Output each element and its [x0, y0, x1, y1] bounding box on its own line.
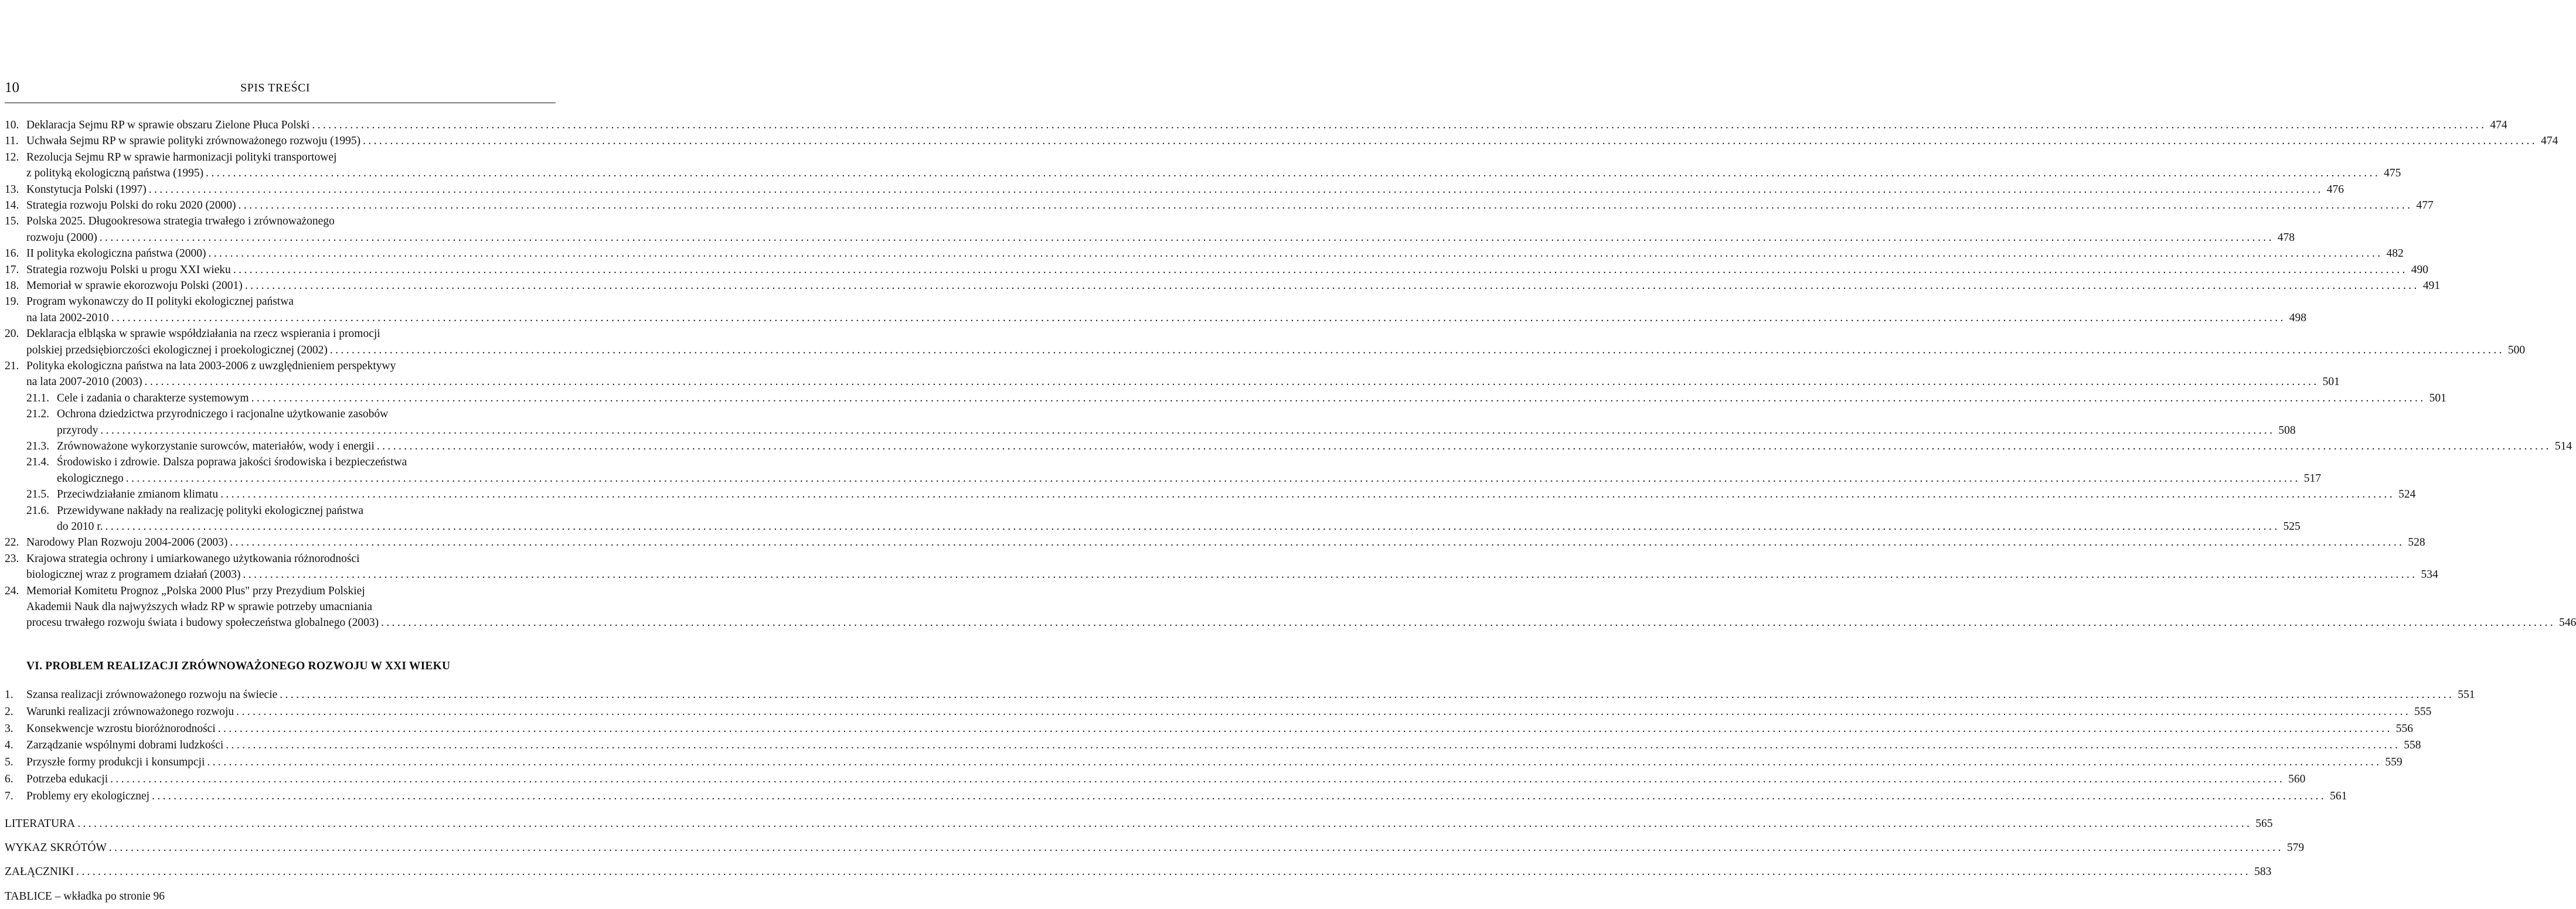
- entry-number: 3.: [5, 722, 13, 735]
- dot-leader: ................................................................................................................................................................................................................................................................................................................................................................................................................: [233, 263, 2408, 276]
- entry-page-number: 482: [2386, 247, 2404, 260]
- dot-leader: ................................................................................................................................................................................................................................................................................................................................................................................................................: [207, 756, 2382, 769]
- entry-title: Strategia rozwoju Polski do roku 2020 (2000): [26, 199, 236, 212]
- dot-leader: ................................................................................................................................................................................................................................................................................................................................................................................................................: [77, 818, 2252, 830]
- dot-leader: ................................................................................................................................................................................................................................................................................................................................................................................................................: [230, 536, 2405, 549]
- entry-title: Memoriał Komitetu Prognoz „Polska 2000 Plus" przy Prezydium Polskiej: [26, 584, 365, 597]
- entry-title: Konsekwencje wzrostu bioróżnorodności: [26, 722, 216, 735]
- dot-leader: ................................................................................................................................................................................................................................................................................................................................................................................................................: [226, 739, 2401, 752]
- toc-entry: [26, 599, 557, 615]
- dot-leader: ................................................................................................................................................................................................................................................................................................................................................................................................................: [208, 247, 2383, 260]
- entry-title: ekologicznego: [57, 472, 124, 485]
- entry-number: 6.: [5, 773, 13, 785]
- entry-number: 4.: [5, 739, 13, 752]
- entry-title: Narodowy Plan Rozwoju 2004-2006 (2003): [26, 536, 228, 549]
- entry-title: Środowisko i zdrowie. Dalsza poprawa jakości środowiska i bezpieczeństwa: [57, 456, 407, 469]
- dot-leader: ................................................................................................................................................................................................................................................................................................................................................................................................................: [125, 472, 2301, 485]
- toc-entry: [57, 423, 2296, 438]
- entry-number: 1.: [5, 689, 13, 701]
- entry-number: 2.: [5, 705, 13, 718]
- entry-title: Zarządzanie wspólnymi dobrami ludzkości: [26, 739, 224, 752]
- entry-title: Deklaracja elbląska w sprawie współdziałania na rzecz wspierania i promocji: [26, 328, 380, 341]
- toc-entry: [26, 438, 2572, 454]
- section-vi-item: [5, 721, 2413, 737]
- entry-title: Polityka ekologiczna państwa na lata 2003-2006 z uwzględnieniem perspektywy: [26, 360, 396, 372]
- entry-title: biologicznej wraz z programem działań (2003): [26, 568, 241, 581]
- entry-page-number: 559: [2385, 756, 2403, 769]
- entry-number: 21.: [5, 360, 19, 372]
- entry-number: 21.2.: [26, 408, 49, 421]
- entry-title: Akademii Nauk dla najwyższych władz RP w sprawie potrzeby umacniania: [26, 601, 373, 613]
- entry-page-number: 560: [2288, 773, 2306, 785]
- section-vi-item: [5, 771, 2306, 787]
- entry-title: Uchwała Sejmu RP w sprawie polityki zrównoważonego rozwoju (1995): [26, 135, 361, 148]
- toc-entry: [26, 165, 2401, 181]
- entry-number: 18.: [5, 280, 19, 292]
- entry-title: Szansa realizacji zrównoważonego rozwoju na świecie: [26, 689, 278, 701]
- entry-page-number: 561: [2330, 789, 2347, 802]
- entry-title: procesu trwałego rozwoju świata i budowy społeczeństwa globalnego (2003): [26, 617, 379, 629]
- entry-page-number: 579: [2286, 842, 2305, 854]
- dot-leader: ................................................................................................................................................................................................................................................................................................................................................................................................................: [244, 280, 2420, 292]
- toc-entry: [5, 551, 557, 567]
- toc-entry: [5, 534, 2425, 550]
- entry-page-number: 528: [2408, 536, 2425, 549]
- entry-title: na lata 2002-2010: [26, 311, 109, 324]
- toc-entry: [26, 342, 2526, 358]
- entry-number: 21.6.: [26, 504, 49, 517]
- entry-number: 17.: [5, 263, 19, 276]
- back-matter-entry: [5, 816, 2273, 832]
- entry-title: Potrzeba edukacji: [26, 773, 108, 785]
- entry-title: Strategia rozwoju Polski u progu XXI wieku: [26, 263, 231, 276]
- entry-number: 22.: [5, 536, 19, 549]
- entry-title: Ochrona dziedzictwa przyrodniczego i racjonalne użytkowanie zasobów: [57, 408, 389, 421]
- toc-entry: [26, 374, 2340, 390]
- entry-page-number: 556: [2395, 722, 2413, 735]
- page-number: 10: [5, 80, 19, 96]
- entry-title: Rezolucja Sejmu RP w sprawie harmonizacji polityki transportowej: [26, 151, 337, 164]
- dot-leader: ................................................................................................................................................................................................................................................................................................................................................................................................................: [363, 135, 2538, 148]
- dot-leader: ................................................................................................................................................................................................................................................................................................................................................................................................................: [206, 167, 2381, 180]
- dot-leader: ................................................................................................................................................................................................................................................................................................................................................................................................................: [217, 722, 2393, 735]
- entry-title: na lata 2007-2010 (2003): [26, 376, 142, 389]
- toc-entry: [26, 406, 557, 422]
- entry-number: 24.: [5, 584, 19, 597]
- toc-entry: [5, 358, 557, 374]
- section-vi-item: [5, 754, 2403, 770]
- entry-number: 12.: [5, 151, 19, 164]
- toc-entry: [5, 583, 557, 599]
- running-title: SPIS TREŚCI: [240, 81, 311, 94]
- entry-page-number: 517: [2303, 472, 2321, 485]
- entry-page-number: 524: [2398, 488, 2416, 501]
- entry-page-number: 474: [2490, 119, 2507, 131]
- entry-title: Przeciwdziałanie zmianom klimatu: [57, 488, 219, 501]
- entry-title: Problemy ery ekologicznej: [26, 789, 150, 802]
- entry-number: 13.: [5, 183, 19, 196]
- entry-title: z polityką ekologiczną państwa (1995): [26, 167, 204, 180]
- dot-leader: ................................................................................................................................................................................................................................................................................................................................................................................................................: [99, 231, 2274, 244]
- toc-entry: [26, 310, 2307, 326]
- entry-title: Memoriał w sprawie ekorozwoju Polski (2001): [26, 280, 243, 292]
- entry-page-number: 477: [2416, 199, 2434, 212]
- entry-title: WYKAZ SKRÓTÓW: [5, 842, 107, 854]
- entry-number: 21.4.: [26, 456, 49, 469]
- dot-leader: ................................................................................................................................................................................................................................................................................................................................................................................................................: [148, 183, 2323, 196]
- toc-entry: [5, 198, 2434, 213]
- dot-leader: ................................................................................................................................................................................................................................................................................................................................................................................................................: [144, 376, 2319, 389]
- section-vi-item: [5, 704, 2432, 720]
- toc-entry: [5, 133, 2558, 149]
- section-vi-item: [5, 788, 2347, 804]
- entry-number: 23.: [5, 552, 19, 565]
- entry-page-number: 491: [2422, 280, 2441, 292]
- entry-page-number: 565: [2255, 818, 2273, 830]
- toc-entry: [57, 471, 2321, 486]
- toc-entry: [5, 182, 2344, 198]
- toc-entry: [26, 503, 557, 519]
- entry-number: 11.: [5, 135, 19, 148]
- dot-leader: ................................................................................................................................................................................................................................................................................................................................................................................................................: [280, 689, 2455, 701]
- entry-number: 14.: [5, 199, 19, 212]
- entry-title: Konstytucja Polski (1997): [26, 183, 147, 196]
- back-matter-entry: [5, 840, 2305, 856]
- entry-title: Deklaracja Sejmu RP w sprawie obszaru Zielone Płuca Polski: [26, 119, 310, 131]
- entry-title: Zrównoważone wykorzystanie surowców, materiałów, wody i energii: [57, 440, 375, 452]
- entry-number: 15.: [5, 215, 19, 228]
- tablice-note: TABLICE – wkładka po stronie 96: [5, 890, 165, 903]
- back-matter-entry: [5, 864, 2272, 880]
- entry-number: 20.: [5, 328, 19, 341]
- entry-title: Polska 2025. Długookresowa strategia trwałego i zrównoważonego: [26, 215, 335, 228]
- entry-title: LITERATURA: [5, 818, 76, 830]
- dot-leader: ................................................................................................................................................................................................................................................................................................................................................................................................................: [111, 311, 2286, 324]
- section-vi-item: [5, 737, 2421, 753]
- entry-page-number: 558: [2404, 739, 2421, 752]
- toc-entry: [57, 519, 2301, 534]
- dot-leader: ................................................................................................................................................................................................................................................................................................................................................................................................................: [251, 391, 2426, 404]
- entry-page-number: 546: [2559, 617, 2576, 629]
- entry-page-number: 501: [2322, 376, 2340, 389]
- dot-leader: ................................................................................................................................................................................................................................................................................................................................................................................................................: [108, 842, 2284, 854]
- section-vi-title: VI. PROBLEM REALIZACJI ZRÓWNOWAŻONEGO ROZWOJU W XXI WIEKU: [26, 660, 451, 672]
- entry-page-number: 583: [2254, 866, 2272, 878]
- toc-entry: [5, 246, 2404, 261]
- entry-number: 21.3.: [26, 440, 49, 452]
- toc-entry: [26, 567, 2438, 583]
- dot-leader: ................................................................................................................................................................................................................................................................................................................................................................................................................: [238, 199, 2413, 212]
- dot-leader: ................................................................................................................................................................................................................................................................................................................................................................................................................: [110, 773, 2285, 785]
- entry-page-number: 534: [2421, 568, 2438, 581]
- toc-entry: [26, 230, 2295, 246]
- entry-page-number: 500: [2507, 343, 2526, 356]
- entry-number: 10.: [5, 119, 19, 131]
- entry-title: Warunki realizacji zrównoważonego rozwoju: [26, 705, 234, 718]
- dot-leader: ................................................................................................................................................................................................................................................................................................................................................................................................................: [243, 568, 2418, 581]
- entry-page-number: 508: [2278, 424, 2296, 437]
- toc-entry: [26, 454, 557, 470]
- entry-page-number: 476: [2326, 183, 2344, 196]
- entry-page-number: 478: [2277, 231, 2295, 244]
- entry-title: polskiej przedsiębiorczości ekologicznej i proekologicznej (2002): [26, 343, 328, 356]
- entry-title: Cele i zadania o charakterze systemowym: [57, 391, 249, 404]
- toc-entry: [5, 213, 557, 229]
- entry-page-number: 474: [2541, 135, 2558, 148]
- dot-leader: ................................................................................................................................................................................................................................................................................................................................................................................................................: [100, 424, 2275, 437]
- entry-title: Przewidywane nakłady na realizację polityki ekologicznej państwa: [57, 504, 364, 517]
- entry-title: Program wykonawczy do II polityki ekologicznej państwa: [26, 295, 294, 308]
- entry-title: przyrody: [57, 424, 98, 437]
- entry-title: II polityka ekologiczna państwa (2000): [26, 247, 206, 260]
- entry-number: 7.: [5, 789, 13, 802]
- toc-entry: [5, 326, 557, 342]
- dot-leader: ................................................................................................................................................................................................................................................................................................................................................................................................................: [376, 440, 2551, 452]
- entry-title: rozwoju (2000): [26, 231, 97, 244]
- entry-page-number: 501: [2429, 391, 2446, 404]
- dot-leader: ................................................................................................................................................................................................................................................................................................................................................................................................................: [105, 520, 2280, 533]
- toc-entry: [5, 278, 2441, 294]
- entry-number: 19.: [5, 295, 19, 308]
- entry-title: ZAŁĄCZNIKI: [5, 866, 74, 878]
- dot-leader: ................................................................................................................................................................................................................................................................................................................................................................................................................: [312, 119, 2487, 131]
- entry-number: 16.: [5, 247, 19, 260]
- entry-page-number: 551: [2458, 689, 2475, 701]
- dot-leader: ................................................................................................................................................................................................................................................................................................................................................................................................................: [236, 705, 2411, 718]
- entry-number: 21.1.: [26, 391, 49, 404]
- dot-leader: ................................................................................................................................................................................................................................................................................................................................................................................................................: [76, 866, 2251, 878]
- entry-number: 5.: [5, 756, 13, 769]
- toc-entry: [5, 294, 557, 309]
- dot-leader: ................................................................................................................................................................................................................................................................................................................................................................................................................: [152, 789, 2327, 802]
- entry-title: Krajowa strategia ochrony i umiarkowanego użytkowania różnorodności: [26, 552, 360, 565]
- dot-leader: ................................................................................................................................................................................................................................................................................................................................................................................................................: [381, 617, 2556, 629]
- entry-page-number: 498: [2289, 311, 2307, 324]
- entry-page-number: 555: [2414, 705, 2432, 718]
- toc-entry: [26, 390, 2446, 406]
- dot-leader: ................................................................................................................................................................................................................................................................................................................................................................................................................: [220, 488, 2395, 501]
- toc-entry: [26, 486, 2416, 502]
- entry-page-number: 525: [2283, 520, 2301, 533]
- toc-entry: [26, 615, 2576, 631]
- toc-entry: [5, 149, 557, 165]
- entry-title: Przyszłe formy produkcji i konsumpcji: [26, 756, 205, 769]
- entry-page-number: 475: [2384, 167, 2401, 180]
- toc-entry: [5, 262, 2429, 278]
- toc-entry: [5, 117, 2507, 133]
- dot-leader: ................................................................................................................................................................................................................................................................................................................................................................................................................: [329, 343, 2504, 356]
- section-vi-item: [5, 687, 2475, 703]
- entry-page-number: 490: [2411, 263, 2429, 276]
- entry-page-number: 514: [2554, 440, 2572, 452]
- entry-title: do 2010 r.: [57, 520, 103, 533]
- entry-number: 21.5.: [26, 488, 49, 501]
